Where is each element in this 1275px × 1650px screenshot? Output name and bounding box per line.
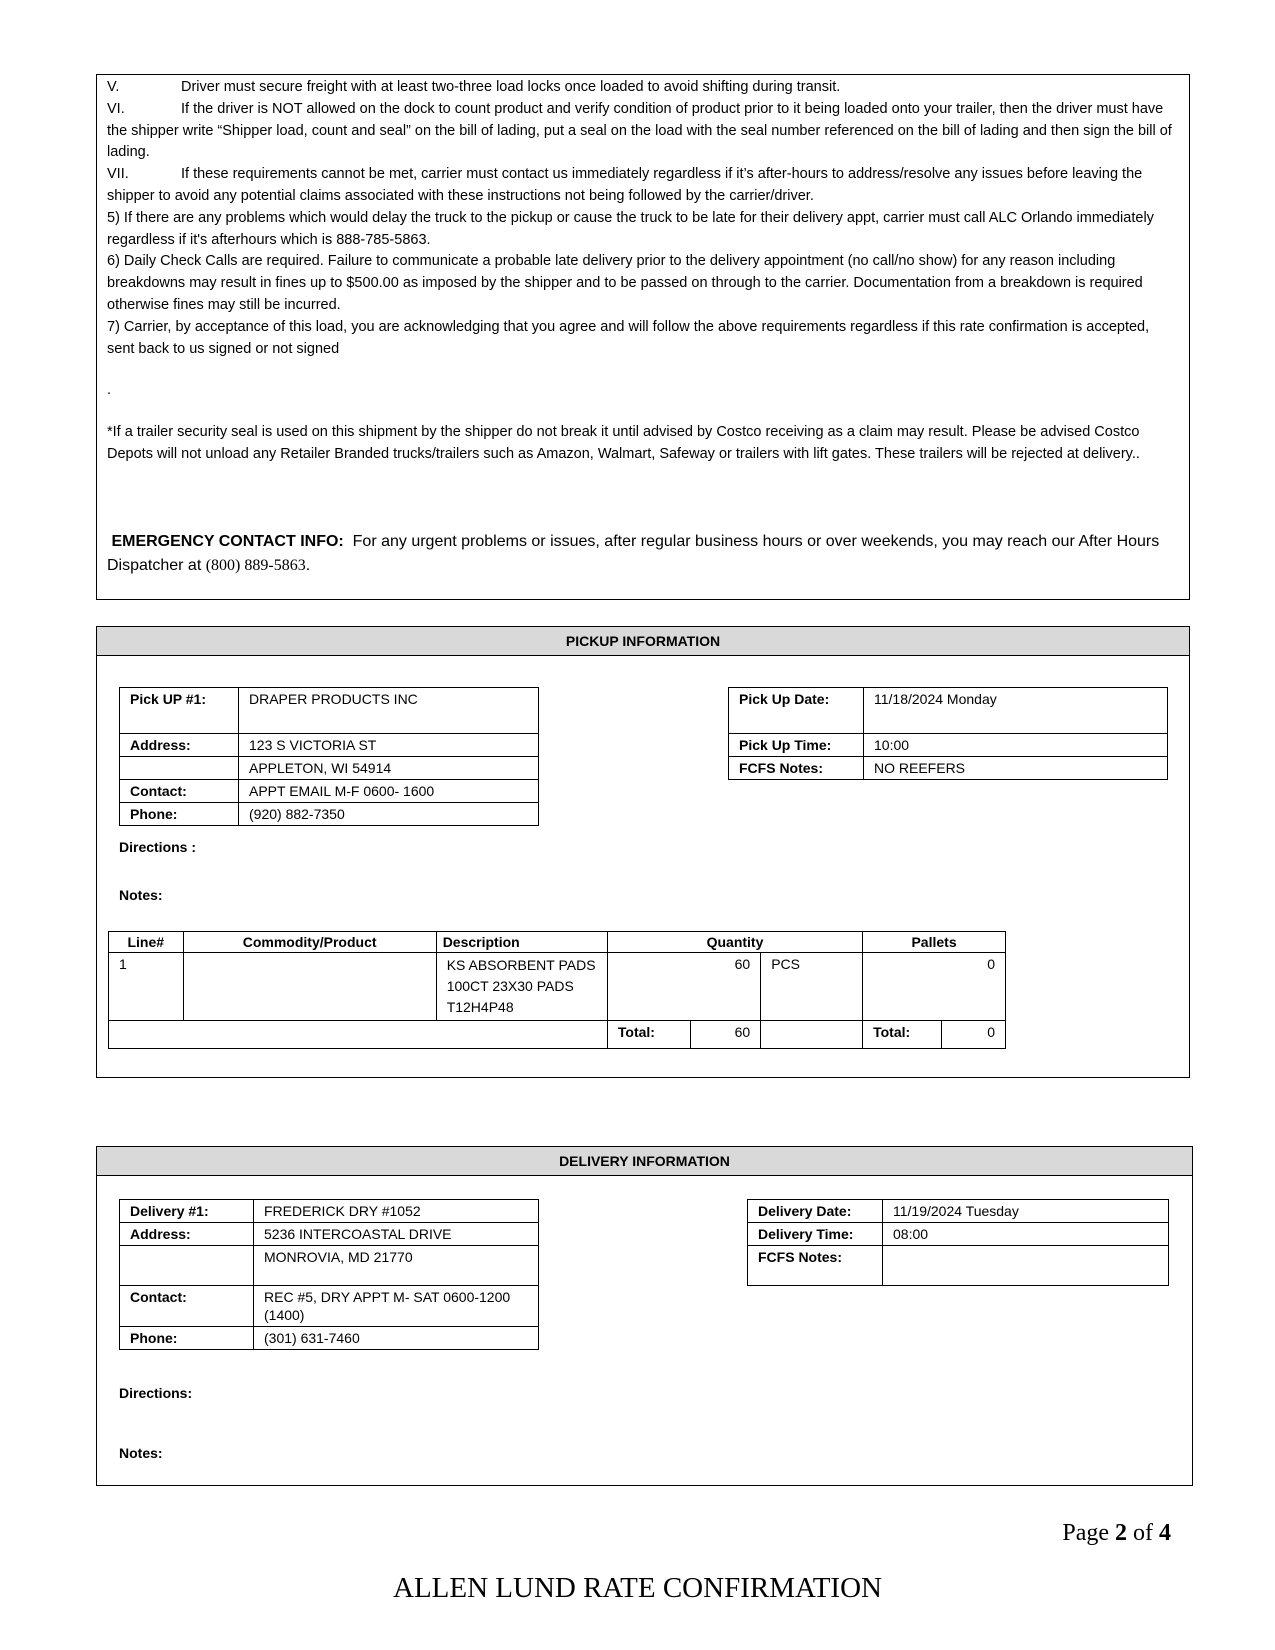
term-vii: VII. If these requirements cannot be met, carrier must contact us immediately regardless if it’s after-hours to address/resolve any issues before leaving the shipper to avoid any potential claims associated with these instructions not being followed by the carrier/driver. (107, 166, 1143, 204)
term-7: 7) Carrier, by acceptance of this load, you are acknowledging that you agree and will follow the above requirements regardless if this rate confirmation is accepted, sent back to us signed or not signed (107, 318, 1150, 357)
term-6: 6) Daily Check Calls are required. Failure to communicate a probable late delivery prior to the delivery appointment (no call/no show) for any reason including breakdowns may result in fines up to $500.00 as imposed by the shipper and to be passed on through to the carrier. Documentation from a breakdown is required otherwise fines may still be incurred. (107, 253, 1143, 313)
pickup-contact: APPT EMAIL M-F 0600- 1600 (239, 780, 539, 803)
seal-note: *If a trailer security seal is used on this shipment by the shipper do not break it until advised by Costco receiving as a claim may result. Please be advised Costco Depots will not unload any Retailer Branded trucks/trailers such as Amazon, Walmart, Safeway or trailers with lift gates. These trailers will be rejected at delivery.. (107, 424, 1140, 462)
pickup-fcfs-notes: NO REEFERS (864, 757, 1168, 780)
terms-box (96, 74, 1190, 600)
pickup-directions-label: Directions : (119, 839, 197, 855)
pickup-notes-label: Notes: (119, 887, 163, 903)
pickup-location-table: Pick UP #1: DRAPER PRODUCTS INC Address: 123 S VICTORIA ST APPLETON, WI 54914 Contact: APPT EMAIL M-F 0600- 1600 Phone: (920) 882-7350 (119, 687, 539, 826)
delivery-schedule-table: Delivery Date: 11/19/2024 Tuesday Delivery Time: 08:00 FCFS Notes: (747, 1199, 1169, 1286)
delivery-header: DELIVERY INFORMATION (97, 1147, 1192, 1176)
term-dot: . (107, 382, 112, 399)
pickup-address-line2: APPLETON, WI 54914 (239, 757, 539, 780)
delivery-contact: REC #5, DRY APPT M- SAT 0600-1200 (1400) (254, 1286, 539, 1327)
delivery-time: 08:00 (883, 1223, 1169, 1246)
delivery-phone: (301) 631-7460 (254, 1327, 539, 1350)
emergency-contact: EMERGENCY CONTACT INFO: For any urgent problems or issues, after regular business hours or over weekends, you may reach our After Hours Dispatcher at (800) 889-5863. (107, 532, 1160, 574)
pickup-time: 10:00 (864, 734, 1168, 757)
delivery-date: 11/19/2024 Tuesday (883, 1200, 1169, 1223)
totals-row: Total: 60 Total: 0 (109, 1021, 1006, 1049)
pickup-date: 11/18/2024 Monday (864, 688, 1168, 734)
delivery-notes-label: Notes: (119, 1445, 163, 1461)
pickup-address-line1: 123 S VICTORIA ST (239, 734, 539, 757)
emergency-phone: (800) 889-5863 (205, 556, 306, 574)
term-5: 5) If there are any problems which would delay the truck to the pickup or cause the truck to be late for their delivery appt, carrier must call ALC Orlando immediately regardless if it's afterhours which is 888-785-5863. (107, 209, 1154, 248)
delivery-address-line1: 5236 INTERCOASTAL DRIVE (254, 1223, 539, 1246)
delivery-location-table: Delivery #1: FREDERICK DRY #1052 Address: 5236 INTERCOASTAL DRIVE MONROVIA, MD 21770 Contact: REC #5, DRY APPT M- SAT 0600-1200 (1400) Phone: (301) 631-7460 (119, 1199, 539, 1350)
delivery-address-line2: MONROVIA, MD 21770 (254, 1246, 539, 1286)
pickup-section (96, 626, 1190, 1078)
delivery-fcfs-notes (883, 1246, 1169, 1286)
pickup-items-table: Line# Commodity/Product Description Quantity Pallets 1 KS ABSORBENT PADS 100CT 23X30 PADS T12H4P48 60 PCS 0 Total: 60 Total: 0 (108, 931, 1006, 1049)
term-v: V. Driver must secure freight with at least two-three load locks once loaded to avoid shifting during transit. (107, 79, 841, 95)
delivery-name: FREDERICK DRY #1052 (254, 1200, 539, 1223)
pickup-schedule-table: Pick Up Date: 11/18/2024 Monday Pick Up Time: 10:00 FCFS Notes: NO REEFERS (728, 687, 1168, 780)
pickup-header: PICKUP INFORMATION (97, 627, 1189, 656)
delivery-directions-label: Directions: (119, 1385, 193, 1401)
pickup-name: DRAPER PRODUCTS INC (239, 688, 539, 734)
emergency-label: EMERGENCY CONTACT INFO: (111, 532, 344, 550)
document-title: ALLEN LUND RATE CONFIRMATION (393, 1572, 882, 1604)
term-vi: VI. If the driver is NOT allowed on the dock to count product and verify condition of product prior to it being loaded onto your trailer, then the driver must have the shipper write “Shipper load, count and seal” on the bill of lading, put a seal on the load with the seal number referenced on the bill of lading and then sign the bill of lading. (107, 100, 1172, 161)
pickup-phone: (920) 882-7350 (239, 803, 539, 826)
page-number: Page 2 of 4 (1062, 1520, 1171, 1546)
table-row: 1 KS ABSORBENT PADS 100CT 23X30 PADS T12H4P48 60 PCS 0 (109, 953, 1006, 1021)
delivery-section (96, 1146, 1193, 1486)
